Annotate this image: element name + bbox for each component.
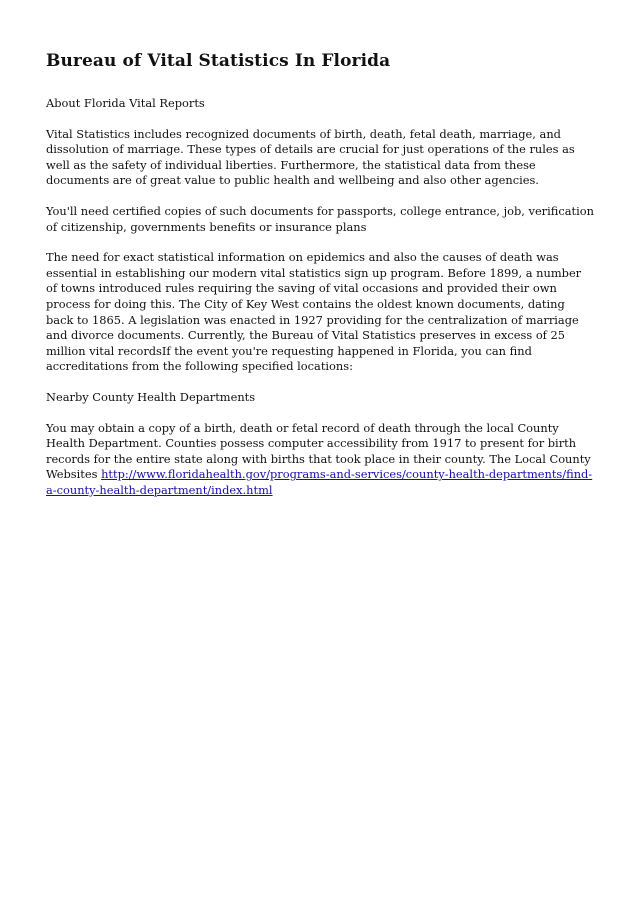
paragraph-certified-copies: You'll need certified copies of such documents for passports, college entrance, job, verification of citizenship, governments benefits or insurance plans (46, 203, 594, 234)
paragraph-county-records (46, 421, 594, 499)
subheading-county-health: Nearby County Health Departments (46, 389, 256, 404)
county-health-link[interactable]: http://www.floridahealth.gov/programs-and-services/county-health-departments/find-a-county-health-department/index.html (46, 467, 593, 497)
document-title: Bureau of Vital Statistics In Florida (46, 51, 391, 71)
paragraph-vital-statistics: Vital Statistics includes recognized documents of birth, death, fetal death, marriage, and dissolution of marriage. These types of details are crucial for just operations of the rules as well as the safety of individual liberties. Furthermore, the statistical data from these documents are of great value to public health and wellbeing and also other agencies. (46, 126, 575, 188)
paragraph-history: The need for exact statistical information on epidemics and also the causes of death was essential in establishing our modern vital statistics sign up program. Before 1899, a number of towns introduced rules requiring the saving of vital occasions and provided their own process for doing this. The City of Key West contains the oldest known documents, dating back to 1865. A legislation was enacted in 1927 providing for the centralization of marriage and divorce documents. Currently, the Bureau of Vital Statistics preserves in excess of 25 million vital recordsIf the event you're requesting happened in Florida, you can find accreditations from the following specified locations: (46, 250, 582, 374)
subheading-about: About Florida Vital Reports (46, 96, 205, 110)
document-page (46, 50, 594, 513)
paragraph-county-records-text: You may obtain a copy of a birth, death or fetal record of death through the local County Health Department. Counties possess computer accessibility from 1917 to present for birth records for the entire state along with births that took place in their county. The Local County Websites (46, 420, 591, 482)
